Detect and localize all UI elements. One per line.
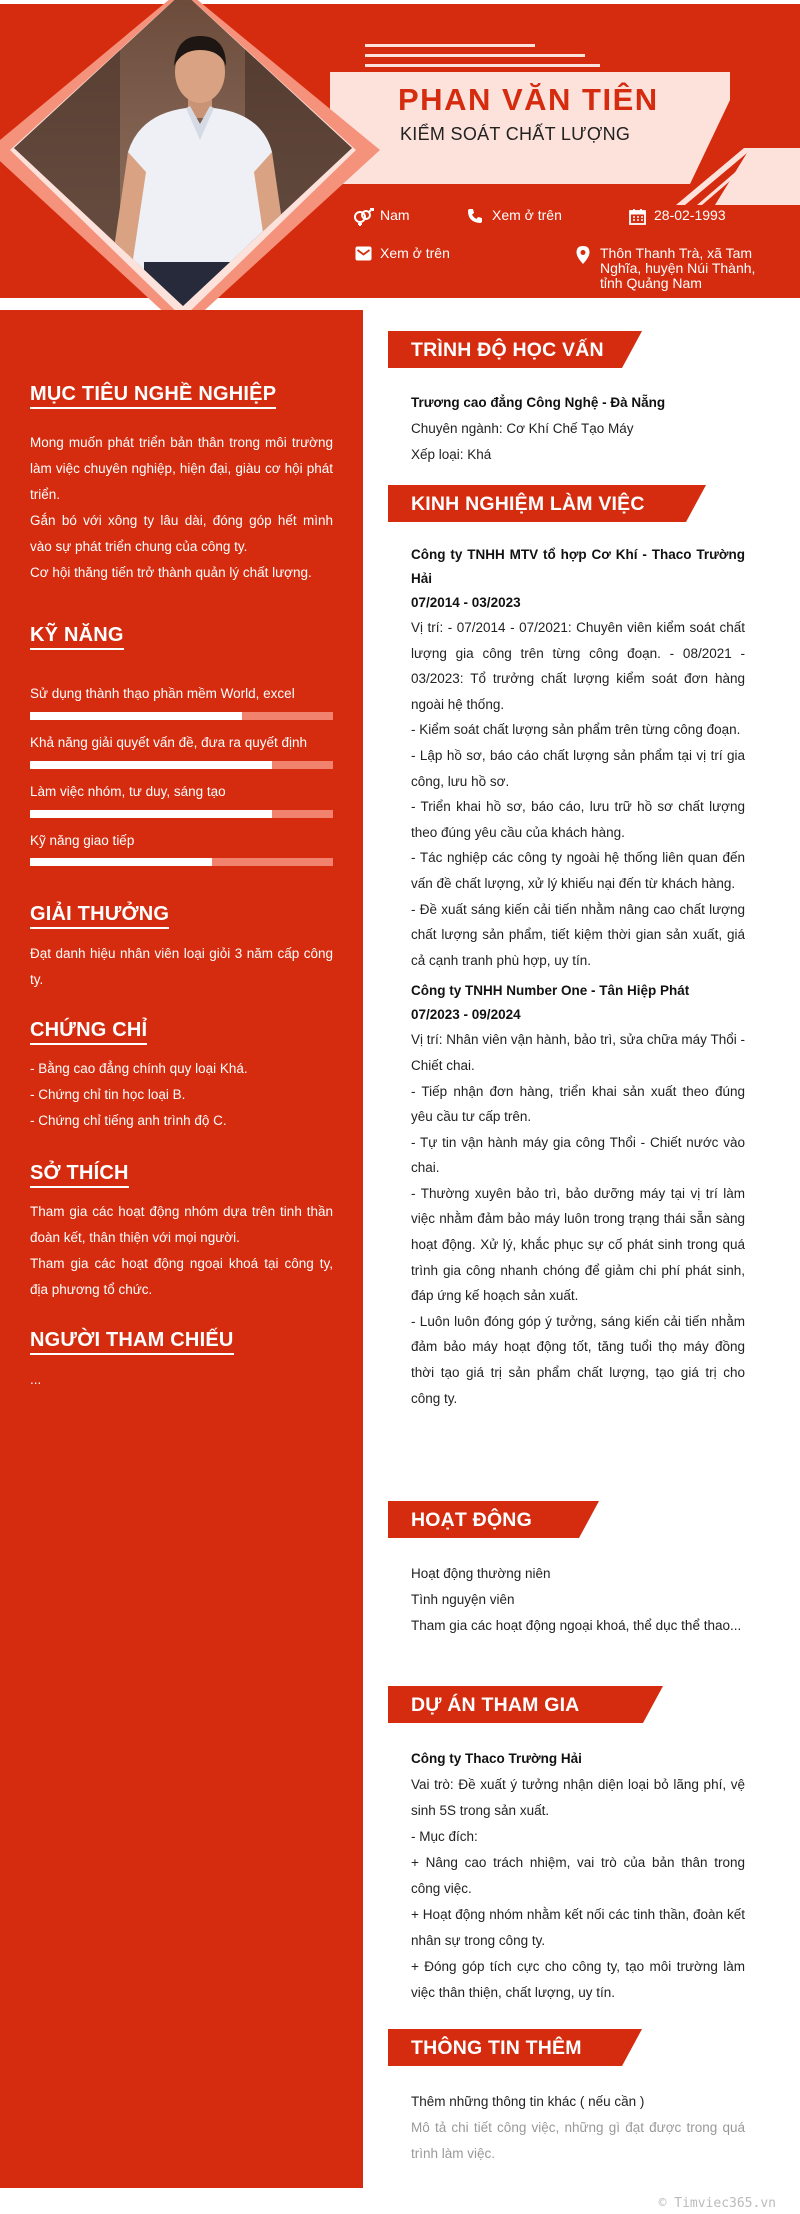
job-line: - Kiểm soát chất lượng sản phẩm trên từng công đoạn. [411, 722, 741, 738]
contact-phone-value: Xem ở trên [492, 207, 562, 223]
job-line: - Lập hồ sơ, báo cáo chất lượng sản phẩm tại vị trí gia công, lưu hồ sơ. [411, 747, 745, 789]
project-line: + Đóng góp tích cực cho công ty, tạo môi trường làm việc thân thiện, chất lượng, uy tín. [411, 1959, 745, 2000]
education-major: Chuyên ngành: Cơ Khí Chế Tạo Máy [411, 421, 634, 436]
skill-bar [30, 712, 333, 720]
profile-photo [0, 0, 370, 310]
skill-bar-fill [30, 761, 272, 769]
job-line: - Thường xuyên bảo trì, bảo dưỡng máy tại vị trí làm việc nhằm đảm bảo máy luôn trong trạng thái sẵn sàng hoạt động. Xử lý, khắc phục sự cố phát sinh trong quá trình gia công nhanh chóng để giảm chi phí phát sinh, đáp ứng kế hoạch sản xuất. [411, 1185, 745, 1304]
job-line: - Tự tin vận hành máy gia công Thổi - Chiết nước vào chai. [411, 1134, 745, 1176]
job-line: - Tác nghiệp các công ty ngoài hệ thống liên quan đến vấn đề chất lượng, xử lý khiếu nại đến từ khách hàng. [411, 850, 745, 891]
projects-body [411, 1746, 745, 2006]
candidate-name: PHAN VĂN TIÊN [398, 82, 659, 117]
skill-bar-fill [30, 712, 242, 720]
objective-text [30, 430, 333, 586]
projects-heading-text: DỰ ÁN THAM GIA [411, 1694, 580, 1716]
job-line: Vị trí: Nhân viên vận hành, bảo trì, sửa chữa máy Thổi - Chiết chai. [411, 1032, 745, 1073]
contact-address-value: Thôn Thanh Trà, xã Tam Nghĩa, huyện Núi Thành, tỉnh Quảng Nam [600, 245, 756, 291]
job-line: - Đề xuất sáng kiến cải tiến nhằm nâng cao chất lượng chất lượng sản phẩm, tiết kiệm thời gian sản xuất, giá cả cạnh tranh phù hợp, uy tín. [411, 901, 745, 968]
skill-bar [30, 858, 333, 866]
references-heading: NGƯỜI THAM CHIẾU [30, 1329, 234, 1355]
education-grade: Xếp loại: Khá [411, 447, 492, 462]
email-icon [350, 246, 376, 261]
contact-birthday [624, 208, 726, 225]
certificates-heading: CHỨNG CHỈ [30, 1019, 147, 1045]
job-period: 07/2023 - 09/2024 [411, 1007, 521, 1023]
location-icon [570, 246, 596, 264]
additional-hint: Mô tả chi tiết công việc, những gì đạt được trong quá trình làm việc. [411, 2120, 745, 2161]
additional-body [411, 2089, 745, 2167]
additional-line: Thêm những thông tin khác ( nếu cần ) [411, 2094, 645, 2109]
project-line: Vai trò: Đề xuất ý tưởng nhận diện loại bỏ lãng phí, vệ sinh 5S trong sản xuất. [411, 1777, 745, 1818]
education-body [411, 390, 745, 468]
header-stripe [365, 64, 600, 67]
objective-line: Mong muốn phát triển bản thân trong môi trường làm việc chuyên nghiệp, hiện đại, giàu cơ hội phát triển. [30, 435, 333, 502]
education-heading-text: TRÌNH ĐỘ HỌC VẤN [411, 339, 604, 361]
project-line: - Mục đích: [411, 1829, 478, 1844]
skill-label: Làm việc nhóm, tư duy, sáng tạo [30, 784, 226, 799]
additional-heading-text: THÔNG TIN THÊM [411, 2037, 582, 2059]
header-stripe [365, 54, 585, 57]
objective-line: Gắn bó với xông ty lâu dài, đóng góp hết mình vào sự phát triển chung của công ty. [30, 513, 333, 554]
certificate-line: - Bằng cao đẳng chính quy loại Khá. [30, 1061, 248, 1076]
awards-text: Đạt danh hiệu nhân viên loại giỏi 3 năm cấp công ty. [30, 946, 333, 987]
contact-birthday-value: 28-02-1993 [654, 207, 726, 223]
objective-line: Cơ hội thăng tiến trở thành quản lý chất lượng. [30, 565, 312, 580]
hobby-line: Tham gia các hoạt động nhóm dựa trên tinh thần đoàn kết, thân thiện với mọi người. [30, 1204, 333, 1245]
skill-bar-fill [30, 810, 272, 818]
job-company: Công ty TNHH MTV tổ hợp Cơ Khí - Thaco Trường Hải [411, 547, 745, 586]
certificate-line: - Chứng chỉ tin học loại B. [30, 1087, 186, 1102]
activities-heading-text: HOẠT ĐỘNG [411, 1509, 532, 1531]
job-company: Công ty TNHH Number One - Tân Hiệp Phát [411, 983, 690, 999]
activity-line: Hoạt động thường niên [411, 1566, 551, 1581]
activity-line: Tình nguyện viên [411, 1592, 515, 1607]
gender-icon [350, 208, 376, 226]
job-title: KIỂM SOÁT CHẤT LƯỢNG [400, 124, 631, 144]
hobby-line: Tham gia các hoạt động ngoại khoá tại công ty, địa phương tổ chức. [30, 1256, 333, 1297]
activity-line: Tham gia các hoạt động ngoại khoá, thể dục thể thao... [411, 1618, 742, 1633]
contact-email-value: Xem ở trên [380, 245, 450, 261]
header-stripe [365, 44, 535, 47]
project-line: + Nâng cao trách nhiệm, vai trò của bản thân trong công việc. [411, 1855, 745, 1896]
job-line: - Luôn luôn đóng góp ý tưởng, sáng kiến cải tiến nhằm đảm bảo máy hoạt động tốt, tăng tuổi thọ máy đồng thời tạo giá trị sản phẩm chất lượng, tạo giá trị cho công ty. [411, 1313, 745, 1406]
awards-heading: GIẢI THƯỞNG [30, 903, 169, 929]
activities-body [411, 1561, 745, 1639]
watermark: © Timviec365.vn [658, 2196, 776, 2211]
job-line: - Tiếp nhận đơn hàng, triển khai sản xuất theo đúng yêu cầu tư cấp trên. [411, 1083, 745, 1125]
cv-header [0, 0, 800, 310]
contact-gender [350, 208, 410, 226]
phone-icon [462, 208, 488, 224]
project-company: Công ty Thaco Trường Hải [411, 1751, 582, 1766]
experience-body [411, 543, 745, 1411]
job-line: Vị trí: - 07/2014 - 07/2021: Chuyên viên kiểm soát chất lượng gia công trên từng công đoạn. - 08/2021 - 03/2023: Tổ trưởng chất lượng kiểm soát đơn hàng ngoài hệ thống. [411, 620, 745, 712]
education-school: Trương cao đẳng Công Nghệ - Đà Nẵng [411, 395, 666, 410]
contact-phone [462, 208, 562, 224]
job-line: - Triển khai hồ sơ, báo cáo, lưu trữ hồ sơ chất lượng theo đúng yêu cầu của khách hàng. [411, 799, 745, 840]
experience-heading-text: KINH NGHIỆM LÀM VIỆC [411, 493, 645, 515]
certificates-text [30, 1056, 333, 1134]
references-text: ... [30, 1372, 42, 1387]
contact-email [350, 246, 450, 261]
skill-label: Sử dụng thành thạo phần mềm World, excel [30, 686, 295, 701]
skill-bar-fill [30, 858, 212, 866]
certificate-line: - Chứng chỉ tiếng anh trình độ C. [30, 1113, 227, 1128]
job-period: 07/2014 - 03/2023 [411, 595, 521, 610]
hobbies-heading: SỞ THÍCH [30, 1162, 129, 1188]
skill-label: Kỹ năng giao tiếp [30, 833, 135, 848]
contact-gender-value: Nam [380, 207, 410, 223]
skills-heading: KỸ NĂNG [30, 624, 124, 650]
contact-address [570, 246, 760, 291]
hobbies-text [30, 1199, 333, 1303]
project-line: + Hoạt động nhóm nhằm kết nối các tinh thần, đoàn kết nhân sự trong công ty. [411, 1907, 745, 1948]
skill-bar [30, 761, 333, 769]
skill-label: Khả năng giải quyết vấn đề, đưa ra quyết định [30, 735, 307, 750]
skill-bar [30, 810, 333, 818]
objective-heading: MỤC TIÊU NGHỀ NGHIỆP [30, 383, 276, 409]
calendar-icon [624, 208, 650, 225]
